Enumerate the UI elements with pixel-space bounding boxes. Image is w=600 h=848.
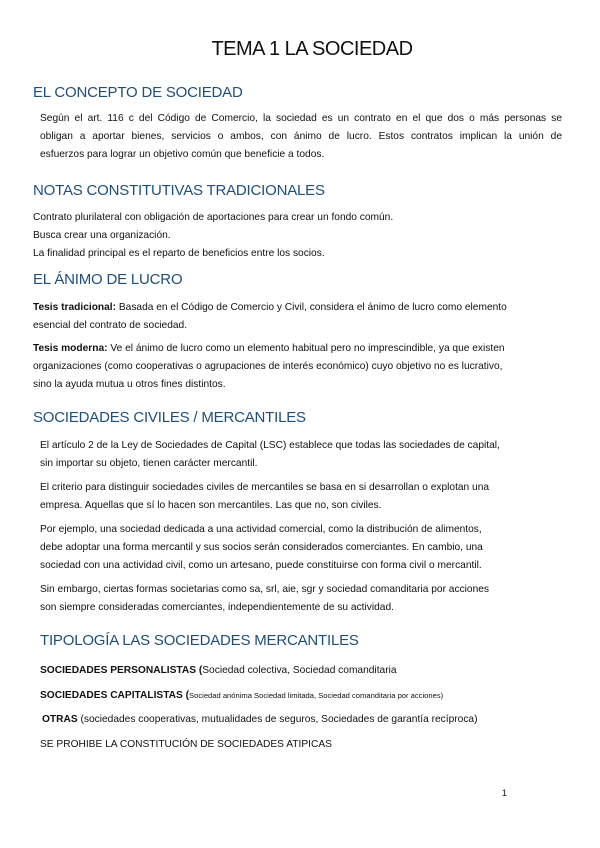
text-line: sin importar su objeto, tienen carácter mercantil.: [40, 458, 258, 469]
text-line: debe adoptar una forma mercantil y sus socios serán considerados comerciantes. En cambio, una: [40, 542, 483, 553]
personalistas-line: [40, 662, 397, 680]
otras-line: [42, 711, 477, 729]
heading-concepto: EL CONCEPTO DE SOCIEDAD: [33, 84, 243, 101]
capitalistas-label: SOCIEDADES CAPITALISTAS (: [40, 690, 190, 701]
text-line: Contrato plurilateral con obligación de aportaciones para crear un fondo común.: [33, 212, 394, 223]
heading-animo: EL ÁNIMO DE LUCRO: [33, 271, 183, 288]
text-line: Sin embargo, ciertas formas societarias como sa, srl, aie, sgr y sociedad comanditaria por acciones: [40, 584, 490, 595]
tesis-moderna-label: Tesis moderna:: [33, 343, 108, 354]
capitalistas-line: [40, 687, 443, 705]
page-number: 1: [502, 788, 508, 798]
heading-tipologia: TIPOLOGÍA LAS SOCIEDADES MERCANTILES: [40, 632, 359, 649]
personalistas-label: SOCIEDADES PERSONALISTAS (: [40, 665, 203, 676]
page-title: TEMA 1 LA SOCIEDAD: [211, 38, 413, 60]
text-line: sociedad con una actividad civil, como un artesano, puede constituirse con forma civil o mercantil.: [40, 560, 482, 571]
text-line: esencial del contrato de sociedad.: [33, 320, 188, 331]
paragraph-concepto: [40, 110, 562, 164]
text-line: Por ejemplo, una sociedad dedicada a una actividad comercial, como la distribución de alimentos,: [40, 524, 482, 535]
text-span: Sociedad colectiva, Sociedad comanditaria: [202, 665, 397, 676]
prohibe-line: SE PROHIBE LA CONSTITUCIÓN DE SOCIEDADES ATIPICAS: [40, 739, 332, 750]
heading-civiles: SOCIEDADES CIVILES / MERCANTILES: [33, 409, 306, 426]
text-line: sino la ayuda mutua u otros fines distintos.: [33, 379, 226, 390]
text-line: empresa. Aquellas que sí lo hacen son mercantiles. Las que no, son civiles.: [40, 500, 382, 511]
text-span: Sociedad anónima Sociedad limitada, Sociedad comanditaria por acciones): [189, 691, 444, 700]
text-line: Busca crear una organización.: [33, 230, 171, 241]
text-span: Basada en el Código de Comercio y Civil, considera el ánimo de lucro como elemento: [118, 302, 507, 313]
text-line: organizaciones (como cooperativas o agrupaciones de interés económico) cuyo objetivo no es lucrativo,: [33, 361, 503, 372]
heading-notas: NOTAS CONSTITUTIVAS TRADICIONALES: [33, 182, 325, 199]
text-line: son siempre consideradas comerciantes, independientemente de su actividad.: [40, 602, 394, 613]
text-line: obligan a aportar bienes, servicios o ambos, con ánimo de lucro. Estos contratos implican la unión de: [40, 131, 562, 142]
text-line: Según el art. 116 c del Código de Comercio, la sociedad es un contrato en el que dos o más personas se: [40, 113, 562, 124]
tesis-moderna-line: [33, 340, 505, 358]
text-line: El artículo 2 de la Ley de Sociedades de Capital (LSC) establece que todas las sociedades de capital,: [40, 440, 500, 451]
text-span: (sociedades cooperativas, mutualidades de seguros, Sociedades de garantía recíproca): [80, 714, 478, 725]
text-line: La finalidad principal es el reparto de beneficios entre los socios.: [33, 248, 325, 259]
otras-label: OTRAS: [42, 714, 78, 725]
tesis-tradicional-label: Tesis tradicional:: [33, 302, 117, 313]
text-span: Ve el ánimo de lucro como un elemento habitual pero no imprescindible, ya que existen: [110, 343, 505, 354]
text-line: esfuerzos para lograr un objetivo común que beneficie a todos.: [40, 149, 325, 160]
text-line: El criterio para distinguir sociedades civiles de mercantiles se basa en si desarrollan o explotan una: [40, 482, 490, 493]
tesis-tradicional-line: [33, 299, 507, 317]
